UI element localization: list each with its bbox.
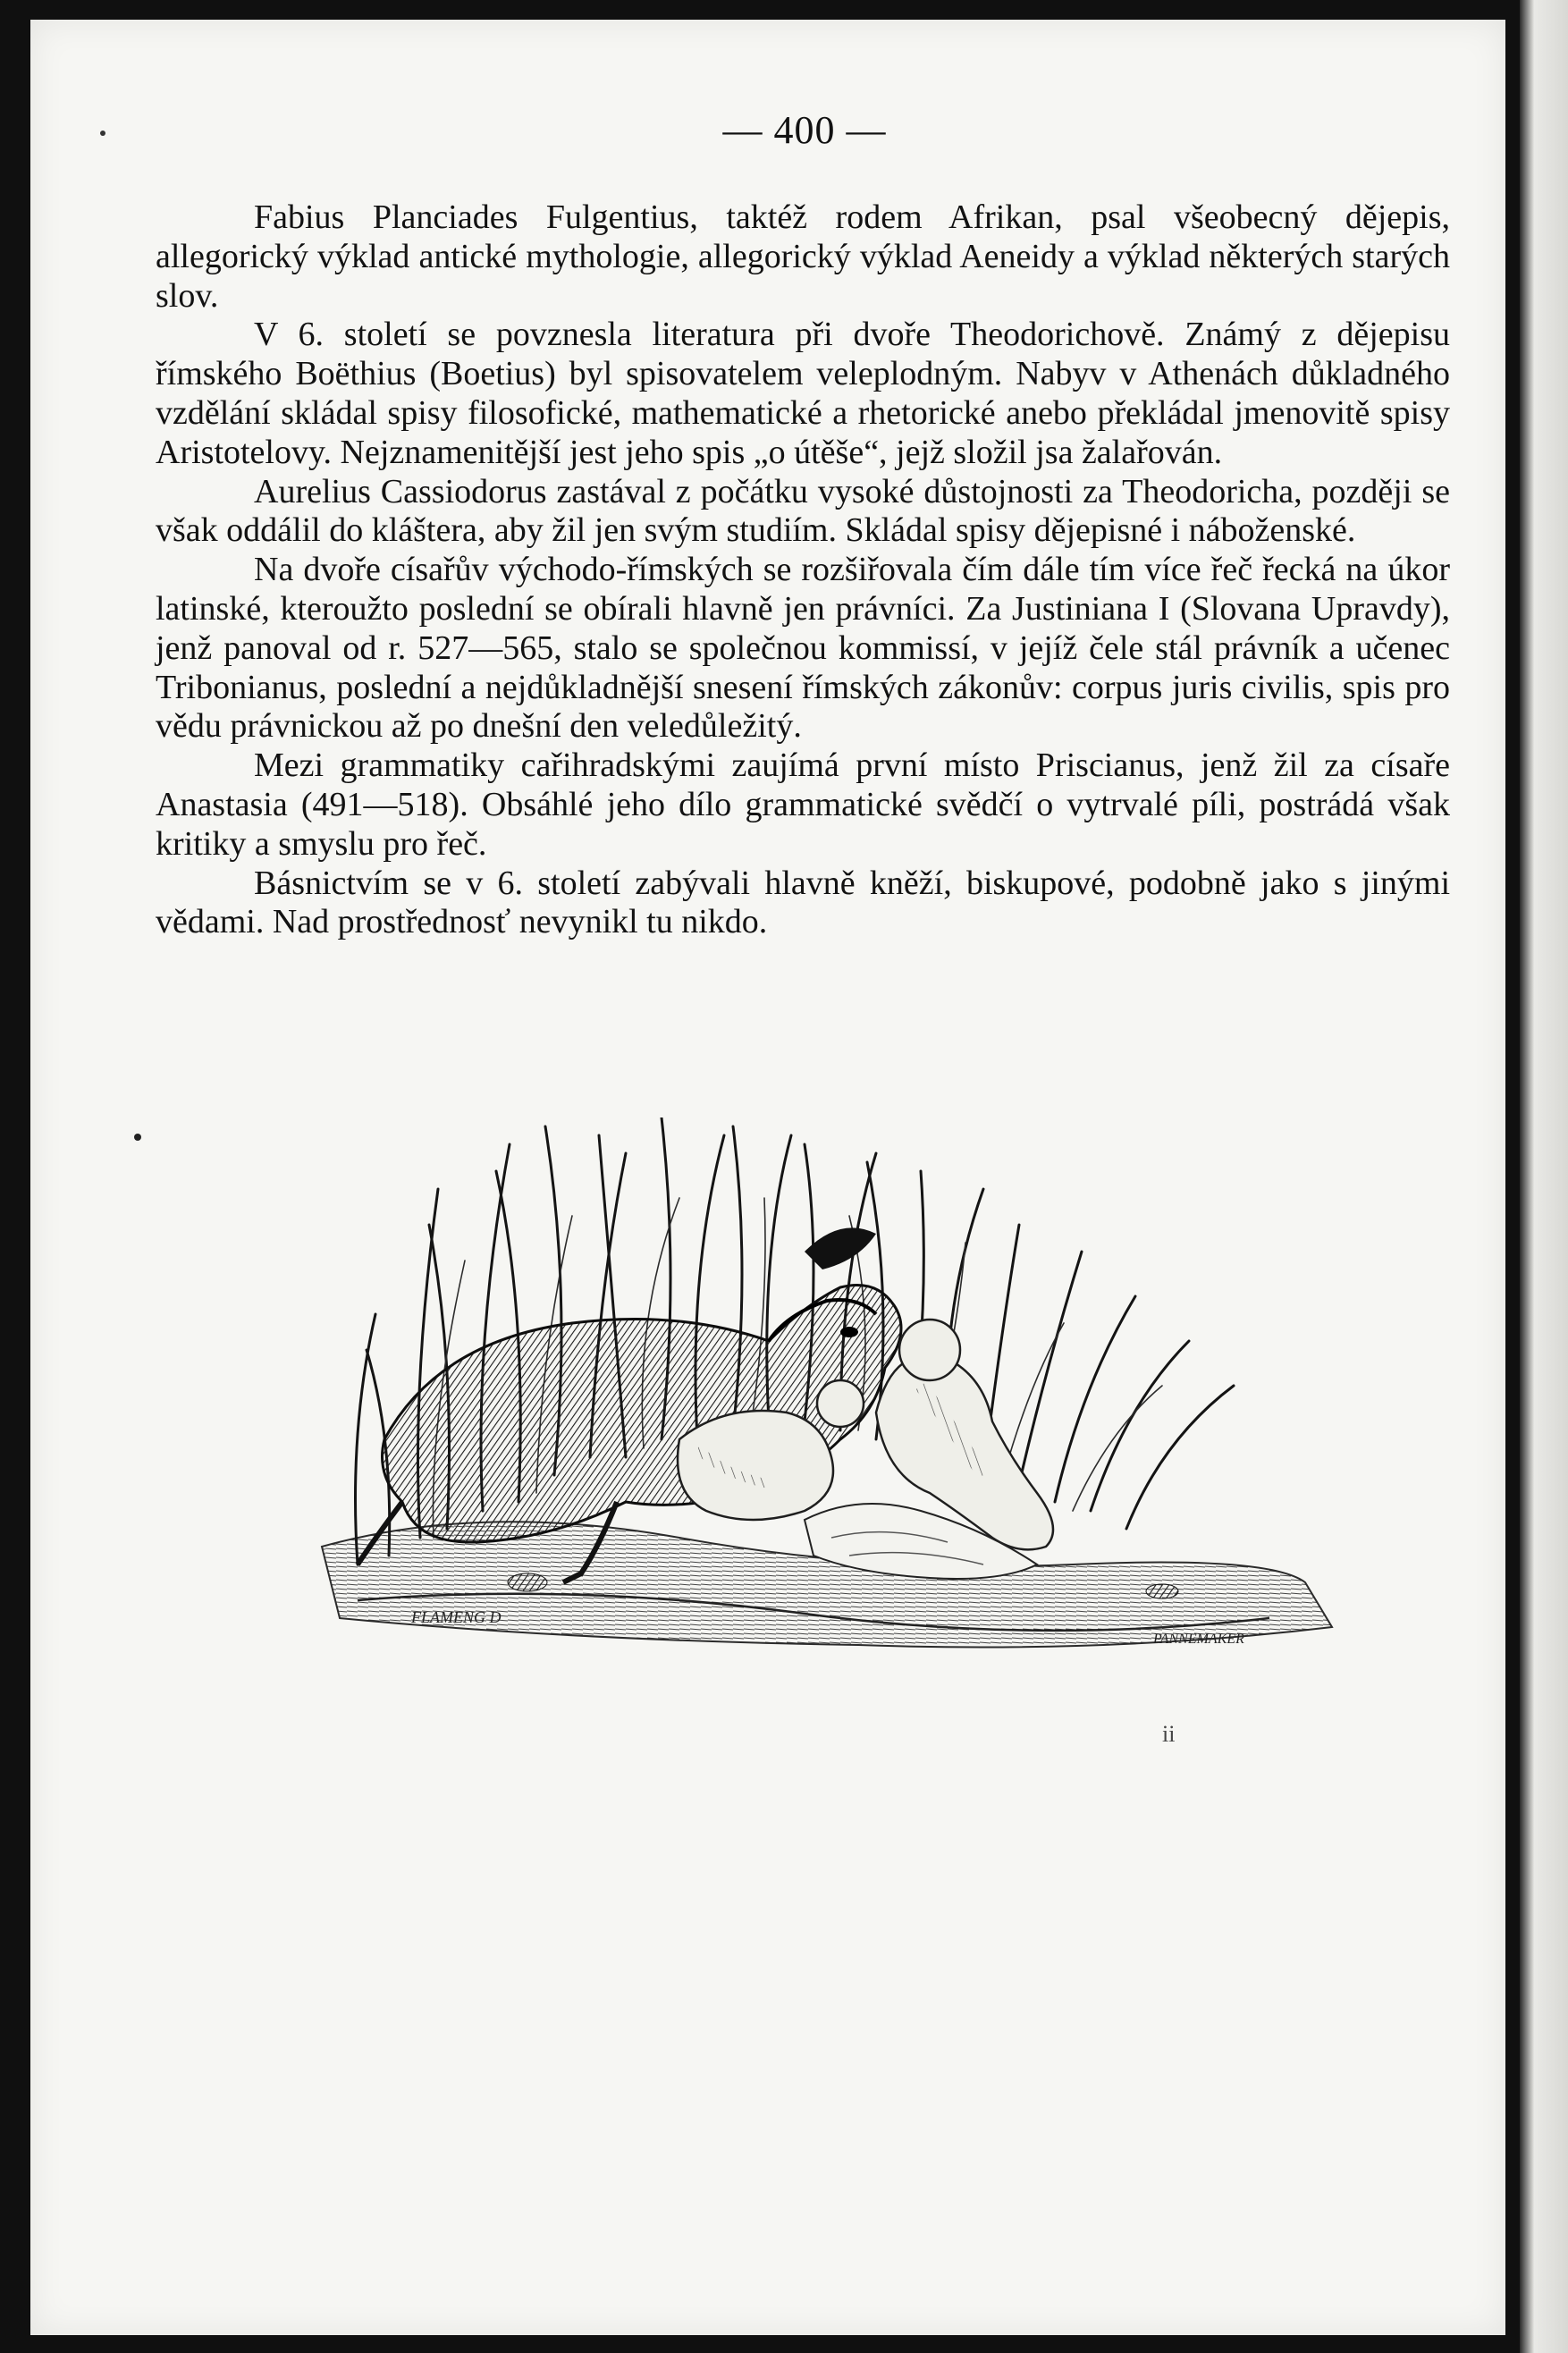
paragraph-boethius: V 6. století se povznesla literatura při dvoře Theodorichově. Známý z dějepisu římského Boëthius (Boetius) byl spisovatelem veleplodným. Nabyv v Athenách důkladného vzdělání skládal spisy filosofické, mathematické a rhetorické anebo překládal jmenovitě spisy Aristotelovy. Nejznamenitější jest jeho spis „o útěše“, jejž složil jsa žalařován. (156, 316, 1450, 471)
twin-left (678, 1411, 833, 1520)
engraving-signature-left: FLAMENG D (411, 1608, 502, 1626)
body-text (156, 198, 1450, 942)
wolf-and-twins-engraving (304, 1117, 1430, 1690)
twin-head (899, 1320, 960, 1380)
page-number: — 400 — (722, 108, 887, 152)
stray-ink-dot (100, 131, 105, 136)
twin-head (817, 1380, 864, 1427)
stray-ink-dot (134, 1134, 141, 1141)
stray-ink-mark: ii (1162, 1721, 1176, 1747)
paragraph-fulgentius: Fabius Planciades Fulgentius, taktéž rodem Afrikan, psal všeobecný dějepis, allegorický výklad antické mythologie, allegorický výklad Aeneidy a výklad některých starých slov. (156, 198, 1450, 315)
paragraph-poetry: Básnictvím se v 6. století zabývali hlavně kněží, biskupové, podobně jako s jinými vědami. Nad prostřednosť nevynikl tu nikdo. (156, 864, 1450, 941)
paragraph-justinian: Na dvoře císařův východo-římských se rozšiřovala čím dále tím více řeč řecká na úkor latinské, kteroužto poslední se obírali hlavně jen právníci. Za Justiniana I (Slovana Upravdy), jenž panoval od r. 527—565, stalo se společnou kommissí, v jejíž čele stál právník a učenec Tribonianus, poslední a nejdůkladnější snesení římských zákonův: corpus juris civilis, spis pro vědu právnickou až po dnešní den veledůležitý. (156, 551, 1450, 746)
paragraph-cassiodorus: Aurelius Cassiodorus zastával z počátku vysoké důstojnosti za Theodoricha, později se však oddálil do kláštera, aby žil jen svým studiím. Skládal spisy dějepisné i náboženské. (156, 472, 1450, 550)
paragraph-priscianus: Mezi grammatiky cařihradskými zaujímá první místo Priscianus, jenž žil za císaře Anastasia (491—518). Obsáhlé jeho dílo grammatické svědčí o vytrvalé píli, postrádá však kritiky a smyslu pro řeč. (156, 746, 1450, 863)
engraving-signature-right: PANNEMAKER (1153, 1632, 1244, 1647)
adjacent-page-edge (1520, 0, 1568, 2353)
